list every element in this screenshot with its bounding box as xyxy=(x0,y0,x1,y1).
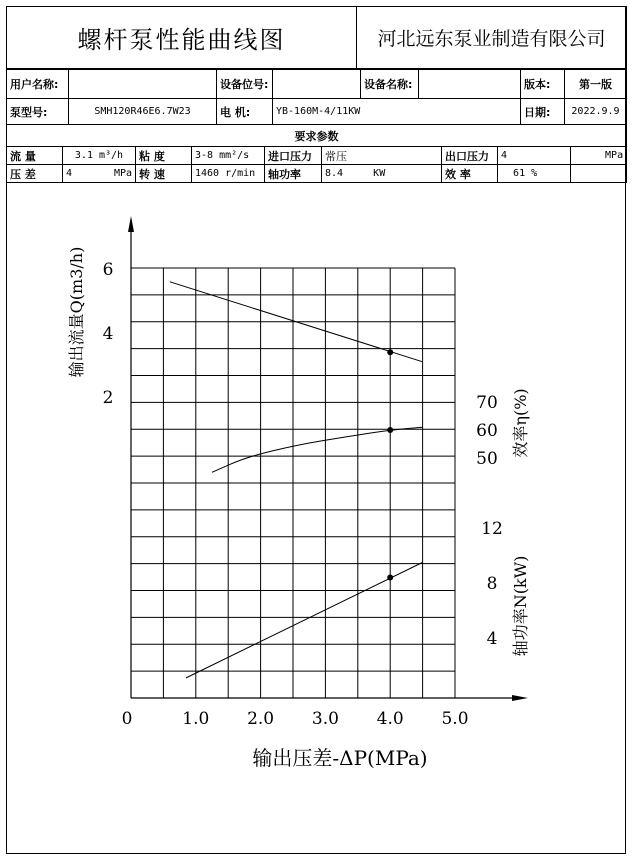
user-name-label: 用户名称: xyxy=(7,70,69,99)
inlet-pressure-value: 常压 xyxy=(322,147,442,165)
viscosity-value: 3-8 mm²/s xyxy=(192,147,265,165)
pressure-diff-value: 4 xyxy=(66,168,73,179)
equip-name-label: 设备名称: xyxy=(361,70,419,99)
efficiency-label: 效 率 xyxy=(442,165,498,183)
company-name: 河北远东泵业制造有限公司 xyxy=(357,7,627,69)
shaft-power-label: 轴功率 xyxy=(265,165,322,183)
chart-grid xyxy=(131,268,455,698)
power-operating-point xyxy=(387,575,393,581)
equip-pos-label: 设备位号: xyxy=(217,70,273,99)
pressure-diff-label: 压 差 xyxy=(7,165,63,183)
sheet-title: 螺杆泵性能曲线图 xyxy=(7,7,357,69)
flow-tick-label: 6 xyxy=(102,260,114,280)
efficiency-tick-label: 70 xyxy=(476,393,498,413)
efficiency-axis-title: 效率η(%) xyxy=(511,388,530,458)
efficiency-tick-label: 50 xyxy=(476,449,498,469)
x-tick-label: 4.0 xyxy=(376,709,404,729)
x-tick-label: 3.0 xyxy=(311,709,339,729)
pressure-diff-unit: MPa xyxy=(113,168,132,179)
flow-operating-point xyxy=(387,349,393,355)
power-curve xyxy=(186,562,423,678)
shaft-power-unit: KW xyxy=(373,168,386,179)
pump-model-label: 泵型号: xyxy=(7,99,69,125)
motor-label: 电 机: xyxy=(217,99,273,125)
x-tick-label: 5.0 xyxy=(441,709,469,729)
inlet-pressure-label: 进口压力 xyxy=(265,147,322,165)
efficiency-curve xyxy=(212,427,423,472)
flow-axis-title: 输出流量Q(m3/h) xyxy=(67,246,86,378)
outlet-pressure-label: 出口压力 xyxy=(442,147,498,165)
chart-labels xyxy=(103,260,503,729)
power-tick-label: 4 xyxy=(486,629,498,649)
x-axis-title: 输出压差-ΔP(MPa) xyxy=(252,746,428,770)
date-value: 2022.9.9 xyxy=(565,99,627,125)
requirements-heading: 要求参数 xyxy=(7,125,627,147)
efficiency-value: 61 xyxy=(513,168,526,179)
shaft-power-value: 8.4 xyxy=(325,168,344,179)
chart-axes xyxy=(128,216,528,701)
speed-value: 1460 r/min xyxy=(192,165,265,183)
flow-label: 流 量 xyxy=(7,147,63,165)
version-value: 第一版 xyxy=(565,70,627,99)
x-tick-label: 1.0 xyxy=(182,709,210,729)
motor-value: YB-160M-4/11KW xyxy=(273,99,521,125)
speed-label: 转 速 xyxy=(136,165,192,183)
date-label: 日期: xyxy=(521,99,565,125)
outlet-pressure-unit: MPa xyxy=(571,147,627,165)
flow-value: 3.1 m³/h xyxy=(63,147,136,165)
flow-tick-label: 4 xyxy=(102,324,114,344)
outlet-pressure-value: 4 xyxy=(498,147,571,165)
x-tick-label: 0 xyxy=(121,709,133,729)
power-tick-label: 8 xyxy=(486,574,498,594)
x-tick-label: 2.0 xyxy=(247,709,275,729)
efficiency-operating-point xyxy=(387,427,393,433)
x-axis-arrow xyxy=(512,695,528,701)
viscosity-label: 粘 度 xyxy=(136,147,192,165)
chart-curves xyxy=(170,282,423,678)
y-axis-arrow xyxy=(128,216,134,232)
efficiency-tick-label: 60 xyxy=(476,421,498,441)
power-axis-title: 轴功率N(kW) xyxy=(511,555,530,657)
flow-tick-label: 2 xyxy=(102,388,114,408)
power-tick-label: 12 xyxy=(481,519,503,539)
version-label: 版本: xyxy=(521,70,565,99)
pump-model-value: SMH120R46E6.7W23 xyxy=(69,99,217,125)
efficiency-unit: % xyxy=(531,168,538,179)
